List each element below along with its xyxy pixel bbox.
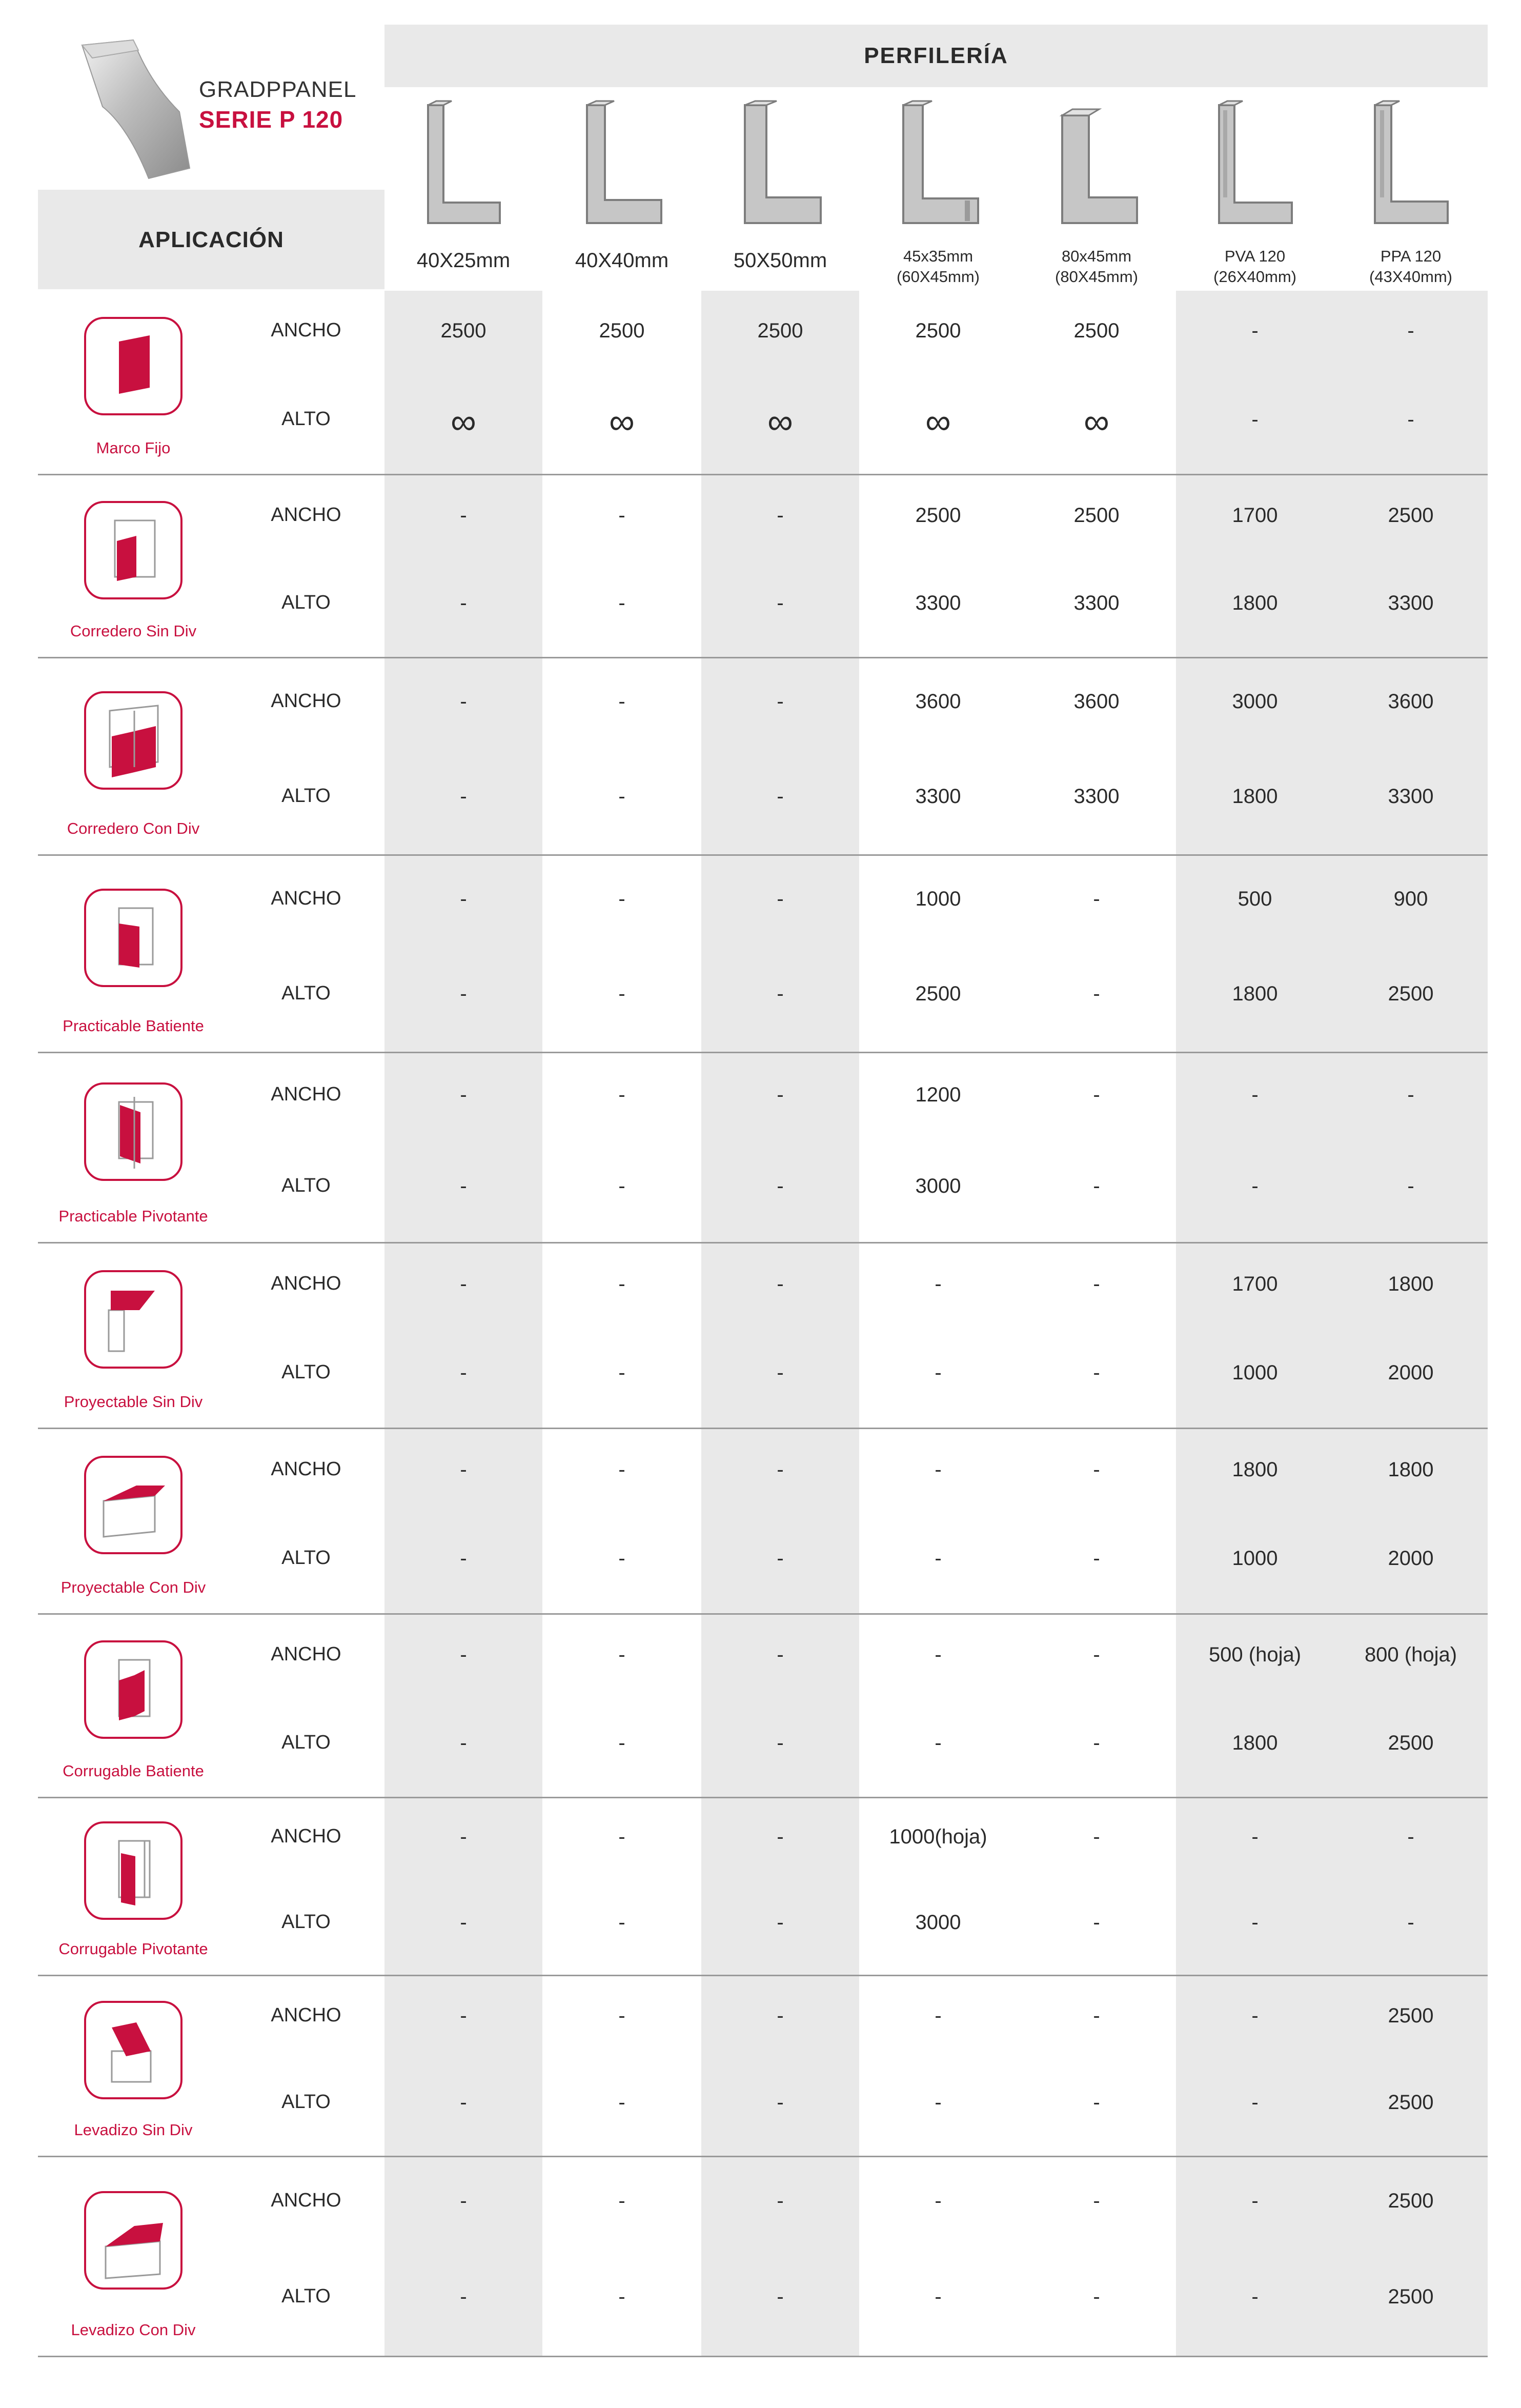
ancho-value: - — [777, 887, 784, 910]
ancho-value: - — [1251, 1825, 1259, 1849]
row-separator — [38, 1428, 1488, 1429]
ancho-value: - — [460, 2004, 467, 2027]
alto-value: - — [618, 2091, 625, 2114]
profile-thumb-4 — [893, 100, 985, 233]
alto-value: 3300 — [1073, 591, 1120, 614]
row-separator — [38, 2156, 1488, 2157]
alto-value: - — [777, 591, 784, 614]
alto-label: ALTO — [281, 785, 331, 807]
application-name: Levadizo Con Div — [71, 2321, 196, 2339]
profile-thumb-2 — [577, 100, 669, 233]
column-label-1: 40X25mm — [416, 249, 511, 272]
alto-value: - — [460, 1174, 467, 1197]
ancho-value: - — [935, 1643, 942, 1666]
ancho-value: 2500 — [1073, 504, 1120, 527]
ancho-value: - — [1407, 1825, 1414, 1849]
alto-value: 2000 — [1388, 1547, 1434, 1570]
ancho-value: - — [777, 2189, 784, 2212]
application-name: Levadizo Sin Div — [74, 2121, 193, 2139]
column-sublabel-5: (80X45mm) — [1055, 268, 1138, 286]
fixed-frame-icon — [83, 316, 184, 416]
profile-thumb-5 — [1052, 100, 1144, 233]
ancho-value: 2500 — [1388, 2189, 1434, 2212]
ancho-value: - — [777, 1825, 784, 1849]
alto-value: 1800 — [1232, 591, 1278, 614]
ancho-value: 3600 — [915, 690, 961, 713]
alto-value: - — [460, 2285, 467, 2308]
column-sublabel-6: (26X40mm) — [1213, 268, 1296, 286]
alto-value: 3000 — [915, 1911, 961, 1934]
alto-label: ALTO — [281, 1361, 331, 1383]
alto-value: - — [777, 2285, 784, 2308]
ancho-value: - — [1407, 1083, 1414, 1106]
row-separator — [38, 1975, 1488, 1976]
alto-value: - — [460, 2091, 467, 2114]
lift-no-div-icon — [83, 2000, 184, 2100]
alto-value: - — [460, 591, 467, 614]
ancho-value: 2500 — [915, 319, 961, 343]
alto-value: - — [1093, 2285, 1100, 2308]
ancho-value: 3600 — [1388, 690, 1434, 713]
application-name: Corrugable Batiente — [63, 1762, 204, 1780]
alto-value: 2500 — [1388, 2285, 1434, 2308]
alto-value: - — [935, 1547, 942, 1570]
alto-value: - — [1093, 1911, 1100, 1934]
alto-value: - — [1407, 408, 1414, 431]
alto-value: ∞ — [1084, 402, 1109, 442]
alto-value: 2000 — [1388, 1361, 1434, 1384]
alto-value: - — [777, 1547, 784, 1570]
alto-value: - — [777, 2091, 784, 2114]
column-label-6: PVA 120 — [1224, 247, 1286, 265]
ancho-label: ANCHO — [271, 2004, 341, 2026]
ancho-value: - — [777, 1272, 784, 1295]
alto-value: 2500 — [915, 982, 961, 1005]
alto-label: ALTO — [281, 2091, 331, 2113]
column-sublabel-4: (60X45mm) — [897, 268, 980, 286]
ancho-value: - — [1251, 319, 1259, 343]
profile-thumb-1 — [418, 100, 510, 233]
ancho-value: - — [460, 1272, 467, 1295]
ancho-value: 1800 — [1388, 1272, 1434, 1295]
ancho-value: - — [1093, 2004, 1100, 2027]
alto-value: - — [618, 1731, 625, 1754]
alto-value: - — [935, 2091, 942, 2114]
ancho-value: - — [460, 1825, 467, 1849]
ancho-value: 1800 — [1388, 1458, 1434, 1481]
ancho-value: 2500 — [440, 319, 486, 343]
alto-value: - — [777, 982, 784, 1005]
ancho-value: 1700 — [1232, 504, 1278, 527]
row-separator — [38, 474, 1488, 475]
application-name: Proyectable Sin Div — [64, 1393, 203, 1411]
alto-value: 1000 — [1232, 1361, 1278, 1384]
ancho-value: - — [618, 1458, 625, 1481]
column-label-7: PPA 120 — [1380, 247, 1442, 265]
alto-value: - — [1093, 2091, 1100, 2114]
alto-value: - — [1251, 408, 1259, 431]
alto-value: - — [777, 1174, 784, 1197]
ancho-value: - — [777, 1458, 784, 1481]
ancho-value: - — [618, 690, 625, 713]
alto-value: ∞ — [767, 402, 793, 442]
alto-value: - — [618, 1361, 625, 1384]
alto-label: ALTO — [281, 1731, 331, 1753]
alto-value: - — [1093, 982, 1100, 1005]
ancho-value: - — [1093, 1272, 1100, 1295]
alto-value: - — [1093, 1731, 1100, 1754]
alto-value: - — [618, 2285, 625, 2308]
ancho-value: 800 (hoja) — [1364, 1643, 1457, 1666]
alto-value: - — [935, 1731, 942, 1754]
ancho-label: ANCHO — [271, 887, 341, 909]
ancho-value: 2500 — [1073, 319, 1120, 343]
alto-value: - — [618, 982, 625, 1005]
row-separator — [38, 657, 1488, 658]
alto-label: ALTO — [281, 591, 331, 613]
ancho-value: 2500 — [915, 504, 961, 527]
ancho-label: ANCHO — [271, 504, 341, 526]
ancho-value: - — [460, 887, 467, 910]
alto-value: - — [460, 982, 467, 1005]
alto-label: ALTO — [281, 2285, 331, 2307]
ancho-value: 2500 — [599, 319, 645, 343]
folding-casement-icon — [83, 1639, 184, 1740]
ancho-value: - — [460, 1458, 467, 1481]
alto-value: - — [777, 1361, 784, 1384]
ancho-value: - — [935, 2004, 942, 2027]
row-separator — [38, 1613, 1488, 1615]
alto-value: 3300 — [1073, 785, 1120, 808]
ancho-value: - — [1093, 1458, 1100, 1481]
application-name: Corredero Con Div — [67, 819, 200, 837]
alto-value: - — [618, 1547, 625, 1570]
alto-value: - — [1093, 1547, 1100, 1570]
alto-value: - — [935, 2285, 942, 2308]
alto-label: ALTO — [281, 408, 331, 430]
column-sublabel-7: (43X40mm) — [1369, 268, 1452, 286]
ancho-value: - — [777, 504, 784, 527]
ancho-value: 1000(hoja) — [889, 1825, 987, 1849]
column-label-4: 45x35mm — [903, 247, 974, 265]
alto-value: 3300 — [915, 785, 961, 808]
ancho-value: - — [1251, 1083, 1259, 1106]
ancho-value: - — [460, 1643, 467, 1666]
brand-name: GRADPPANEL — [199, 77, 357, 102]
ancho-value: 1000 — [915, 887, 961, 910]
alto-value: - — [1251, 2091, 1259, 2114]
alto-label: ALTO — [281, 1911, 331, 1933]
row-separator — [38, 1797, 1488, 1798]
ancho-value: - — [618, 2004, 625, 2027]
alto-value: ∞ — [925, 402, 951, 442]
ancho-label: ANCHO — [271, 1643, 341, 1665]
application-name: Corrugable Pivotante — [58, 1940, 208, 1958]
ancho-value: - — [460, 2189, 467, 2212]
alto-value: ∞ — [609, 402, 635, 442]
ancho-value: - — [1093, 887, 1100, 910]
application-name: Marco Fijo — [96, 439, 171, 457]
application-name: Corredero Sin Div — [70, 622, 197, 640]
alto-value: - — [618, 1174, 625, 1197]
ancho-value: 500 (hoja) — [1208, 1643, 1302, 1666]
alto-value: - — [1407, 1911, 1414, 1934]
ancho-label: ANCHO — [271, 1825, 341, 1848]
row-separator — [38, 1242, 1488, 1243]
ancho-value: 1200 — [915, 1083, 961, 1106]
alto-value: - — [460, 785, 467, 808]
projecting-no-div-icon — [83, 1269, 184, 1370]
row-separator — [38, 2356, 1488, 2357]
alto-value: - — [1251, 2285, 1259, 2308]
ancho-value: - — [1093, 1083, 1100, 1106]
ancho-value: 1700 — [1232, 1272, 1278, 1295]
alto-value: - — [777, 1731, 784, 1754]
ancho-value: 2500 — [757, 319, 803, 343]
brand-series: SERIE P 120 — [199, 106, 343, 133]
alto-value: - — [460, 1911, 467, 1934]
alto-value: 3300 — [915, 591, 961, 614]
ancho-value: - — [618, 504, 625, 527]
application-name: Practicable Batiente — [63, 1017, 204, 1035]
column-label-5: 80x45mm — [1061, 247, 1132, 265]
alto-value: 3300 — [1388, 591, 1434, 614]
alto-value: - — [1093, 1174, 1100, 1197]
ancho-value: 3000 — [1232, 690, 1278, 713]
projecting-with-div-icon — [83, 1455, 184, 1555]
ancho-value: - — [460, 504, 467, 527]
ancho-value: 1800 — [1232, 1458, 1278, 1481]
ancho-value: - — [777, 2004, 784, 2027]
ancho-value: - — [1093, 1643, 1100, 1666]
ancho-value: - — [777, 1083, 784, 1106]
alto-label: ALTO — [281, 1547, 331, 1569]
alto-value: 1800 — [1232, 785, 1278, 808]
profile-thumb-3 — [735, 100, 827, 233]
alto-label: ALTO — [281, 1174, 331, 1196]
folding-pivot-icon — [83, 1820, 184, 1921]
ancho-value: - — [777, 1643, 784, 1666]
ancho-value: - — [1407, 319, 1414, 343]
alto-value: - — [618, 1911, 625, 1934]
ancho-value: - — [935, 1272, 942, 1295]
alto-value: - — [777, 1911, 784, 1934]
header-separator — [38, 289, 1488, 291]
alto-value: ∞ — [451, 402, 476, 442]
alto-value: 2500 — [1388, 1731, 1434, 1754]
ancho-value: 900 — [1393, 887, 1428, 910]
ancho-value: - — [618, 1643, 625, 1666]
sliding-with-div-icon — [83, 690, 184, 791]
ancho-value: 3600 — [1073, 690, 1120, 713]
ancho-value: - — [1251, 2189, 1259, 2212]
alto-value: - — [460, 1731, 467, 1754]
row-separator — [38, 854, 1488, 856]
perfileria-header: PERFILERÍA — [384, 25, 1488, 87]
ancho-value: 500 — [1238, 887, 1272, 910]
ancho-value: - — [460, 690, 467, 713]
alto-value: 2500 — [1388, 2091, 1434, 2114]
ancho-value: - — [618, 1083, 625, 1106]
ancho-value: - — [618, 887, 625, 910]
ancho-value: 2500 — [1388, 504, 1434, 527]
sliding-no-div-icon — [83, 500, 184, 600]
alto-value: - — [618, 591, 625, 614]
ancho-label: ANCHO — [271, 1083, 341, 1105]
alto-value: 3300 — [1388, 785, 1434, 808]
application-name: Proyectable Con Div — [60, 1578, 206, 1596]
ancho-value: - — [935, 2189, 942, 2212]
profile-thumb-7 — [1365, 100, 1457, 233]
ancho-value: - — [618, 2189, 625, 2212]
aplicacion-header: APLICACIÓN — [38, 190, 384, 290]
ancho-value: - — [1093, 1825, 1100, 1849]
alto-value: - — [1407, 1174, 1414, 1197]
alto-value: - — [1251, 1911, 1259, 1934]
ancho-value: 2500 — [1388, 2004, 1434, 2027]
alto-value: 3000 — [915, 1174, 961, 1197]
ancho-value: - — [618, 1272, 625, 1295]
alto-value: - — [777, 785, 784, 808]
alto-value: 1800 — [1232, 982, 1278, 1005]
casement-icon — [83, 888, 184, 988]
alto-value: - — [1251, 1174, 1259, 1197]
alto-value: - — [460, 1547, 467, 1570]
ancho-value: - — [1251, 2004, 1259, 2027]
ancho-value: - — [618, 1825, 625, 1849]
alto-value: - — [1093, 1361, 1100, 1384]
ancho-label: ANCHO — [271, 2189, 341, 2211]
ancho-label: ANCHO — [271, 319, 341, 342]
alto-value: - — [460, 1361, 467, 1384]
ancho-value: - — [460, 1083, 467, 1106]
lift-with-div-icon — [83, 2190, 184, 2291]
profile-thumb-6 — [1209, 100, 1301, 233]
alto-value: - — [618, 785, 625, 808]
ancho-label: ANCHO — [271, 1272, 341, 1294]
alto-value: 2500 — [1388, 982, 1434, 1005]
column-label-3: 50X50mm — [733, 249, 827, 272]
alto-value: 1800 — [1232, 1731, 1278, 1754]
application-name: Practicable Pivotante — [58, 1207, 208, 1225]
column-label-2: 40X40mm — [575, 249, 669, 272]
alto-value: 1000 — [1232, 1547, 1278, 1570]
product-profile-image — [72, 35, 195, 184]
pivot-icon — [83, 1081, 184, 1182]
ancho-label: ANCHO — [271, 690, 341, 712]
ancho-value: - — [777, 690, 784, 713]
row-separator — [38, 1052, 1488, 1053]
ancho-value: - — [935, 1458, 942, 1481]
ancho-value: - — [1093, 2189, 1100, 2212]
alto-label: ALTO — [281, 982, 331, 1004]
ancho-label: ANCHO — [271, 1458, 341, 1480]
alto-value: - — [935, 1361, 942, 1384]
